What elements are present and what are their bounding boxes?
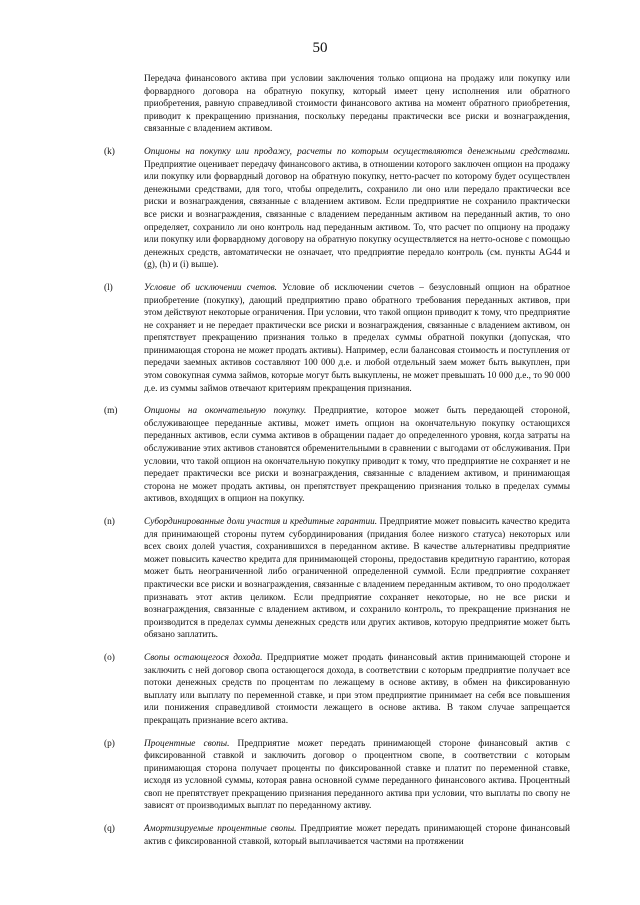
clause-marker: (l) [104,282,113,293]
clause-marker: (m) [104,406,118,417]
clause-n [104,516,570,642]
clause-m [104,405,570,506]
document-body [104,73,570,858]
clause-marker: (k) [104,146,115,157]
clause-text [144,282,570,395]
clause-o [104,652,570,728]
clause-text [144,652,570,728]
clause-text [144,405,570,506]
clause-heading: Условие об исключении счетов. [144,282,277,293]
clause-heading: Субординированные доли участия и кредитные гарантии. [144,517,378,527]
clause-marker: (o) [104,652,115,663]
clause-body: Предприятие может передать принимающей стороне финансовый актив с фиксированной ставкой и заключить договор о процентном свопе, в соответствии с которым принимающая сторона получает проценты по фиксированной ставке и платит по переменной ставке, исходя из условной суммы, которая равна основной сумме переданного финансового актива. Процентный своп не препятствует прекращению признания переданного актива при условии, что выплаты по свопу не зависят от производимых выплат по переданному активу. [144,738,570,812]
clause-body: Предприятие может продать финансовый актив принимающей стороне и заключить с ней договор свопа остающегося дохода, в соответствии с которым предприятие получает все потоки денежных средств по процентам по лежащему в основе активу, в обмен на фиксированную выплату или выплату по переменной ставке, и при этом предприятие принимает на себя все повышения или понижения справедливой стоимости лежащего в основе актива. В таком случае запрещается прекращать признание всего актива. [144,652,570,726]
clause-text [144,516,570,642]
clause-marker: (p) [104,738,115,749]
clause-p [104,738,570,814]
clause-body: Условие об исключении счетов – безусловный опцион на обратное приобретение (покупку), дающий предприятию право обратного требования переданных активов, при этом действуют некоторые ограничения. При условии, что такой опцион приводит к тому, что предприятие не сохраняет и не передает практически все риски и вознаграждения, связанные с владением активом, он препятствует прекращению признания только в пределах суммы обратной покупки (допуская, что принимающая сторона не может продать активы). Например, если балансовая стоимость и поступления от передачи заемных активов составляют 100 000 д.е. и любой отдельный заем может быть выкуплен, при этом совокупная сумма займов, которые могут быть выкуплены, не может превышать 10 000 д.е., то 90 000 д.е. из суммы займов отвечают критериям прекращения признания. [144,282,570,394]
clause-l [104,282,570,395]
clause-body: Предприятие может повысить качество кредита для принимающей стороны путем субординирования (придания более низкого статуса) некоторых или всех своих долей участия, сохранившихся в переданном активе. В качестве альтернативы предприятие может повысить качество кредита для принимающей стороны, предоставив кредитную гарантию, которая может быть неограниченной либо ограниченной определенной суммой. Если предприятие сохраняет практически все риски и вознаграждения, связанные с владением переданным активом, то оно продолжает признавать этот актив целиком. Если предприятие сохраняет некоторые, но не все риски и вознаграждения, связанные с владением активом, и сохранило контроль, то прекращение признания не производится в пределах суммы денежных средств или других активов, которую предприятие может быть обязано заплатить. [144,517,571,641]
clause-heading: Свопы остающегося дохода. [144,652,263,663]
clause-k [104,146,570,272]
clause-marker: (q) [104,824,115,835]
intro-paragraph: Передача финансового актива при условии заключения только опциона на продажу или покупку или форвардного договора на обратную покупку, который имеет цену исполнения или обратного приобретения, равную справедливой стоимости финансового актива на момент обратного приобретения, приводит к прекращению признания, поскольку переданы практически все риски и вознаграждения, связанные с владением активом. [144,74,570,135]
page-number: 50 [312,40,328,56]
clause-text [144,146,570,272]
clause-marker: (n) [104,517,115,527]
clause-body: Предприятие оценивает передачу финансового актива, в отношении которого заключен опцион на продажу или покупку или форвардный договор на обратную покупку, нетто-расчет по которому будет осуществлен денежными средствами, для того, чтобы определить, сохранило ли оно или передало практически все риски и вознаграждения, связанные с владением активом. Если предприятие не сохранило практически все риски и вознаграждения, связанные с владением переданным активом на переданный актив, то оно определяет, сохранило ли оно контроль над переданным активом. То, что расчет по опциону на продажу или покупку или форвардному договору на обратную покупку осуществляется на нетто-основе с помощью денежных средств, автоматически не означает, что предприятие передало контроль (см. пункты AG44 и (g), (h) и (i) выше). [144,159,570,271]
clause-heading: Амортизируемые процентные свопы. [144,824,297,835]
clause-heading: Опционы на покупку или продажу, расчеты по которым осуществляются денежными средствами. [144,146,570,157]
clause-q [104,823,570,848]
clause-body: Предприятие может передать принимающей стороне финансовый актив с фиксированной ставкой, который выплачивается частями на протяжении [144,824,570,847]
clause-body: Предприятие, которое может быть передающей стороной, обслуживающее переданные активы, может иметь опцион на окончательную покупку остающихся переданных активов, если сумма активов в обращении падает до определенного уровня, когда затраты на обслуживание этих активов становятся обременительными в сравнении с выгодами от обслуживания. При условии, что такой опцион на окончательную покупку приводит к тому, что предприятие не сохраняет и не передает практически все риски и вознаграждения, связанные с владением активом, и принимающая сторона не может продать активы, он препятствует прекращению признания только в пределах суммы активов, входящих в опцион на покупку. [144,406,570,505]
clause-heading: Процентные свопы. [144,738,230,749]
clause-text [144,823,570,848]
clause-heading: Опционы на окончательную покупку. [144,406,307,417]
clause-text [144,738,570,814]
